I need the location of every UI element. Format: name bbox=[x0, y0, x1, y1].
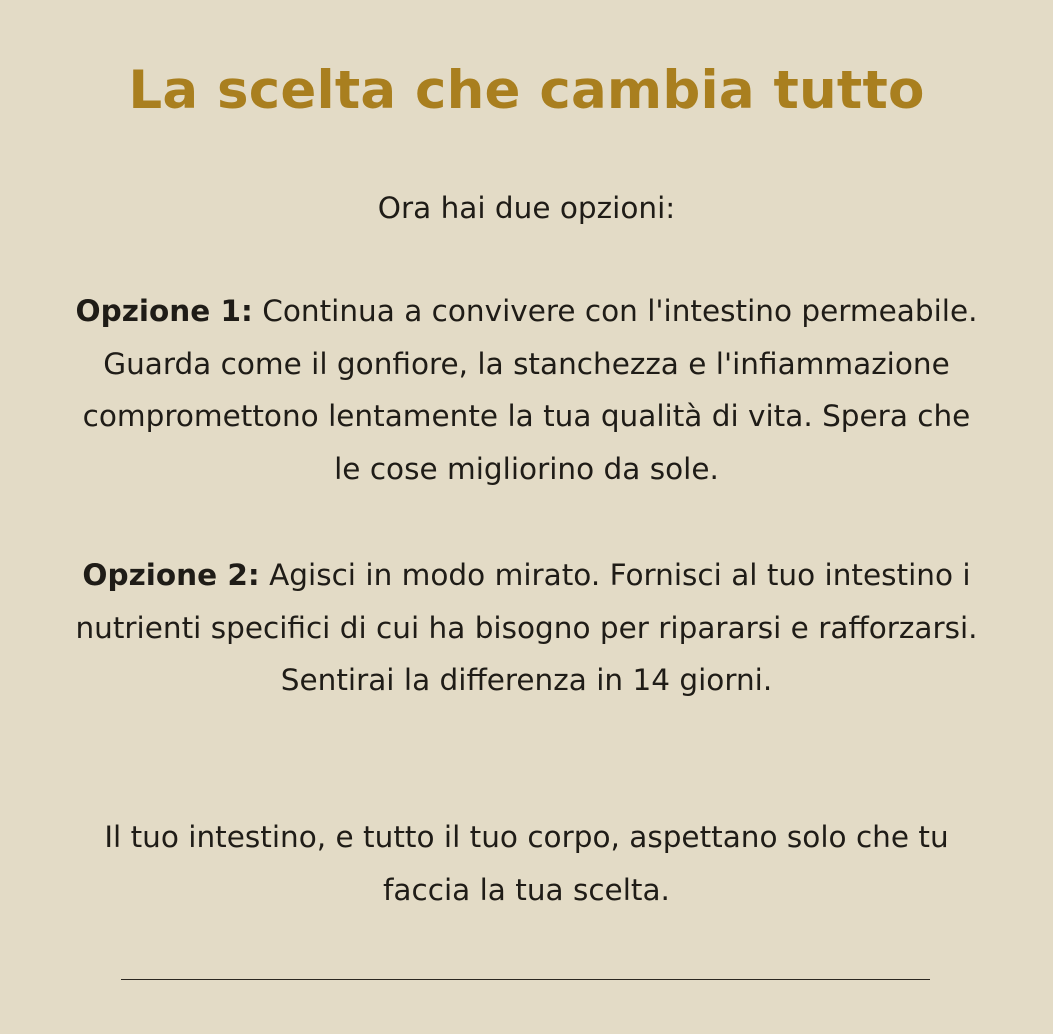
option-1-paragraph bbox=[70, 285, 983, 495]
option-2-text: Agisci in modo mirato. Fornisci al tuo intestino i nutrienti specifici di cui ha bisogno per ripararsi e rafforzarsi. Sentirai la differenza in 14 giorni. bbox=[75, 558, 978, 697]
divider bbox=[121, 979, 930, 980]
option-1-label: Opzione 1: bbox=[75, 294, 253, 328]
closing-text: Il tuo intestino, e tutto il tuo corpo, aspettano solo che tu faccia la tua scelta. bbox=[104, 820, 949, 907]
intro-text: Ora hai due opzioni: bbox=[377, 191, 676, 225]
page-title: La scelta che cambia tutto bbox=[128, 60, 925, 121]
option-2-label: Opzione 2: bbox=[82, 558, 260, 592]
option-1-text: Continua a convivere con l'intestino permeabile. Guarda come il gonfiore, la stanchezza e l'infiammazione compromettono lentamente la tua qualità di vita. Spera che le cose migliorino da sole. bbox=[82, 294, 978, 486]
option-2-paragraph bbox=[70, 549, 983, 707]
